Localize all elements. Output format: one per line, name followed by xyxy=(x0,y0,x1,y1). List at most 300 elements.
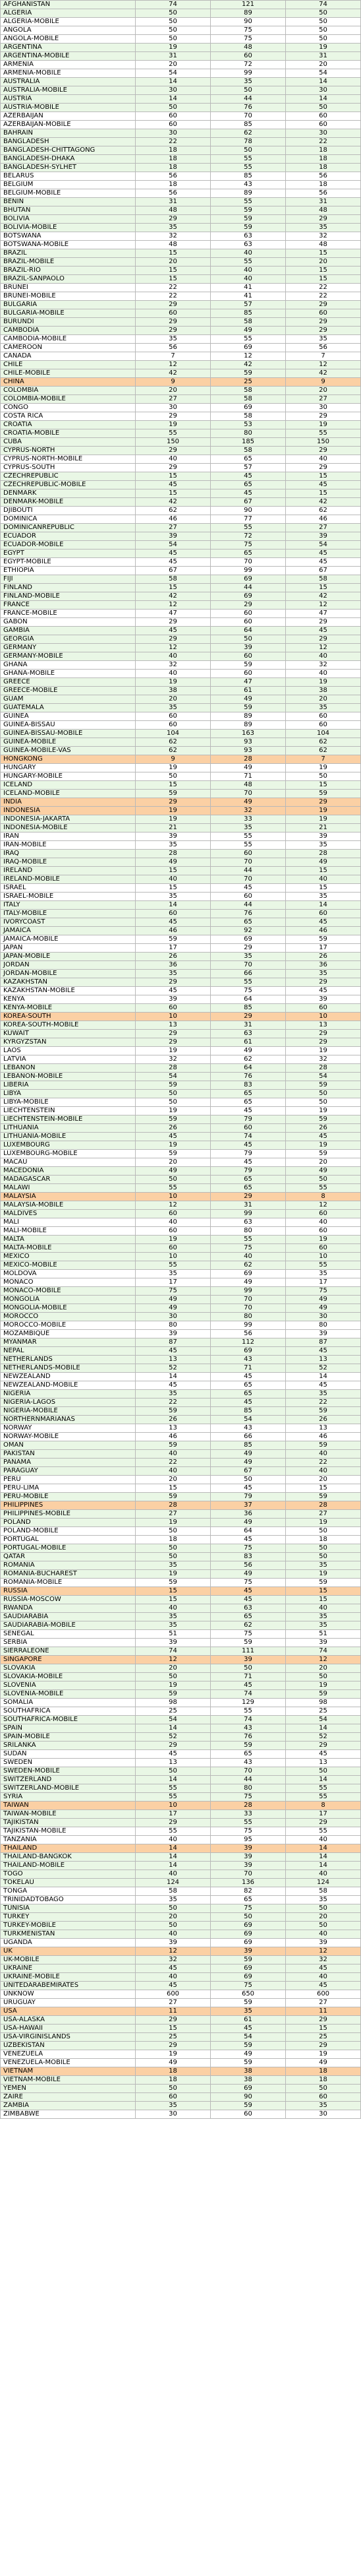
country-cell: POLAND-MOBILE xyxy=(1,1527,136,1536)
rate-cell-3: 12 xyxy=(286,1201,361,1210)
country-cell: BANGLADESH-DHAKA xyxy=(1,155,136,164)
rate-cell-1: 98 xyxy=(136,1699,211,1707)
country-cell: NETHERLANDS-MOBILE xyxy=(1,1364,136,1373)
country-cell: GUAM xyxy=(1,695,136,704)
country-cell: PHILIPPINES-MOBILE xyxy=(1,1510,136,1519)
table-row xyxy=(1,550,361,558)
country-cell: COSTA RICA xyxy=(1,412,136,421)
rate-cell-2: 29 xyxy=(211,944,286,953)
table-row xyxy=(1,2042,361,2050)
rate-cell-1: 19 xyxy=(136,1681,211,1690)
rate-cell-2: 57 xyxy=(211,301,286,309)
rate-cell-2: 28 xyxy=(211,1802,286,1810)
rate-cell-2: 39 xyxy=(211,1947,286,1956)
country-cell: ITALY-MOBILE xyxy=(1,910,136,918)
country-cell: HONGKONG xyxy=(1,755,136,764)
rate-cell-1: 10 xyxy=(136,1013,211,1021)
table-row xyxy=(1,927,361,935)
rate-cell-3: 87 xyxy=(286,1338,361,1347)
rate-cell-3: 26 xyxy=(286,1416,361,1424)
rate-cell-3: 15 xyxy=(286,884,361,893)
table-row xyxy=(1,910,361,918)
rate-cell-3: 40 xyxy=(286,455,361,464)
rate-cell-3: 59 xyxy=(286,1579,361,1587)
country-cell: TRINIDADTOBAGO xyxy=(1,1896,136,1904)
rate-cell-2: 54 xyxy=(211,2033,286,2042)
rate-cell-3: 29 xyxy=(286,1030,361,1038)
rate-cell-2: 37 xyxy=(211,1501,286,1510)
table-row xyxy=(1,918,361,927)
rate-cell-3: 14 xyxy=(286,901,361,910)
table-row xyxy=(1,2067,361,2076)
rate-cell-2: 49 xyxy=(211,695,286,704)
rate-cell-2: 29 xyxy=(211,1013,286,1021)
country-cell: TOGO xyxy=(1,1870,136,1879)
table-row xyxy=(1,1887,361,1896)
rate-cell-3: 8 xyxy=(286,1802,361,1810)
country-cell: SWITZERLAND-MOBILE xyxy=(1,1784,136,1793)
country-cell: AFGHANISTAN xyxy=(1,1,136,9)
rate-cell-2: 85 xyxy=(211,121,286,129)
table-row xyxy=(1,104,361,112)
table-row xyxy=(1,875,361,884)
rate-cell-3: 15 xyxy=(286,472,361,481)
rate-cell-2: 85 xyxy=(211,1407,286,1416)
rate-cell-3: 40 xyxy=(286,670,361,678)
rate-cell-2: 48 xyxy=(211,781,286,790)
rate-cell-2: 83 xyxy=(211,1553,286,1561)
table-row xyxy=(1,1844,361,1853)
country-cell: TAJIKISTAN-MOBILE xyxy=(1,1827,136,1836)
rate-cell-2: 60 xyxy=(211,2110,286,2119)
table-row xyxy=(1,730,361,738)
rate-cell-3: 56 xyxy=(286,172,361,181)
rate-cell-2: 89 xyxy=(211,712,286,721)
rate-cell-1: 42 xyxy=(136,498,211,507)
rate-cell-3: 58 xyxy=(286,1887,361,1896)
rate-cell-3: 50 xyxy=(286,2085,361,2093)
rate-cell-2: 32 xyxy=(211,807,286,815)
rate-cell-3: 60 xyxy=(286,2093,361,2102)
rate-cell-1: 19 xyxy=(136,1107,211,1115)
rate-cell-1: 59 xyxy=(136,1407,211,1416)
rate-cell-3: 30 xyxy=(286,86,361,95)
table-row xyxy=(1,1261,361,1270)
rate-cell-1: 15 xyxy=(136,867,211,875)
country-cell: AUSTRIA xyxy=(1,95,136,104)
country-cell: ECUADOR-MOBILE xyxy=(1,541,136,550)
table-row xyxy=(1,447,361,455)
rate-cell-3: 13 xyxy=(286,1424,361,1433)
rate-cell-2: 69 xyxy=(211,1922,286,1930)
country-cell: ALGERIA-MOBILE xyxy=(1,18,136,26)
rate-cell-2: 59 xyxy=(211,1742,286,1750)
country-cell: GAMBIA xyxy=(1,627,136,635)
rate-cell-2: 61 xyxy=(211,687,286,695)
table-row xyxy=(1,1939,361,1947)
rate-cell-1: 17 xyxy=(136,1810,211,1819)
country-cell: DOMINICA xyxy=(1,515,136,524)
table-row xyxy=(1,95,361,104)
country-cell: FRANCE xyxy=(1,601,136,610)
rate-cell-3: 45 xyxy=(286,1964,361,1973)
rate-cell-2: 62 xyxy=(211,1055,286,1064)
rate-cell-3: 35 xyxy=(286,841,361,850)
country-cell: UK-MOBILE xyxy=(1,1956,136,1964)
rate-cell-3: 19 xyxy=(286,1107,361,1115)
rate-cell-2: 93 xyxy=(211,738,286,747)
rate-cell-1: 15 xyxy=(136,584,211,592)
table-row xyxy=(1,584,361,592)
rate-cell-2: 45 xyxy=(211,1141,286,1150)
rate-cell-3: 30 xyxy=(286,404,361,412)
rate-cell-3: 30 xyxy=(286,2110,361,2119)
rate-cell-2: 65 xyxy=(211,550,286,558)
country-cell: BHUTAN xyxy=(1,206,136,215)
table-row xyxy=(1,26,361,35)
country-cell: BRUNEI-MOBILE xyxy=(1,292,136,301)
table-row xyxy=(1,1716,361,1724)
rate-cell-1: 25 xyxy=(136,1707,211,1716)
rate-cell-1: 54 xyxy=(136,541,211,550)
rate-cell-3: 75 xyxy=(286,1287,361,1296)
rate-cell-3: 39 xyxy=(286,832,361,841)
table-row xyxy=(1,1639,361,1647)
rate-cell-1: 19 xyxy=(136,421,211,429)
rate-cell-2: 42 xyxy=(211,361,286,369)
table-row xyxy=(1,1613,361,1621)
rate-cell-2: 55 xyxy=(211,198,286,206)
rate-cell-3: 40 xyxy=(286,1870,361,1879)
rate-cell-2: 67 xyxy=(211,498,286,507)
country-cell: MEXICO xyxy=(1,1253,136,1261)
rate-cell-1: 62 xyxy=(136,738,211,747)
rate-cell-1: 50 xyxy=(136,1673,211,1681)
table-row xyxy=(1,1630,361,1639)
country-cell: GERMANY xyxy=(1,644,136,652)
rate-cell-2: 59 xyxy=(211,1639,286,1647)
rate-cell-2: 44 xyxy=(211,95,286,104)
rate-cell-1: 60 xyxy=(136,721,211,730)
rate-cell-1: 19 xyxy=(136,1236,211,1244)
country-cell: MOLDOVA xyxy=(1,1270,136,1278)
table-row xyxy=(1,575,361,584)
rate-cell-1: 60 xyxy=(136,2093,211,2102)
rate-cell-3: 19 xyxy=(286,1681,361,1690)
rate-cell-2: 85 xyxy=(211,172,286,181)
country-cell: CROATIA xyxy=(1,421,136,429)
table-row xyxy=(1,455,361,464)
table-row xyxy=(1,301,361,309)
table-row xyxy=(1,18,361,26)
country-cell: BANGLADESH-CHITTAGONG xyxy=(1,146,136,155)
country-cell: SOUTHAFRICA-MOBILE xyxy=(1,1716,136,1724)
country-cell: LUXEMBOURG-MOBILE xyxy=(1,1150,136,1158)
rate-cell-2: 45 xyxy=(211,1398,286,1407)
country-cell: PORTUGAL-MOBILE xyxy=(1,1544,136,1553)
rate-cell-1: 18 xyxy=(136,181,211,189)
country-cell: ARGENTINA-MOBILE xyxy=(1,52,136,61)
rate-cell-1: 59 xyxy=(136,1493,211,1501)
table-row xyxy=(1,1064,361,1073)
rate-cell-3: 29 xyxy=(286,447,361,455)
country-cell: NEWZEALAND-MOBILE xyxy=(1,1381,136,1390)
country-cell: UZBEKISTAN xyxy=(1,2042,136,2050)
table-row xyxy=(1,1922,361,1930)
rate-cell-3: 15 xyxy=(286,1596,361,1604)
table-row xyxy=(1,687,361,695)
rate-cell-2: 69 xyxy=(211,1973,286,1982)
rate-cell-2: 60 xyxy=(211,610,286,618)
rate-cell-2: 56 xyxy=(211,1561,286,1570)
rate-cell-2: 63 xyxy=(211,1604,286,1613)
country-cell: RUSSIA-MOSCOW xyxy=(1,1596,136,1604)
rate-cell-3: 46 xyxy=(286,1433,361,1441)
rate-cell-1: 60 xyxy=(136,910,211,918)
rate-cell-2: 41 xyxy=(211,284,286,292)
table-row xyxy=(1,1176,361,1184)
rate-cell-3: 55 xyxy=(286,1793,361,1802)
table-row xyxy=(1,618,361,627)
rate-cell-3: 50 xyxy=(286,1767,361,1776)
table-row xyxy=(1,1450,361,1459)
country-cell: MALAWI xyxy=(1,1184,136,1193)
table-row xyxy=(1,1356,361,1364)
rate-cell-1: 28 xyxy=(136,850,211,858)
rate-cell-3: 26 xyxy=(286,1124,361,1133)
rate-cell-1: 29 xyxy=(136,1819,211,1827)
country-cell: DENMARK-MOBILE xyxy=(1,498,136,507)
rate-cell-2: 70 xyxy=(211,1304,286,1313)
rate-cell-1: 50 xyxy=(136,2085,211,2093)
rate-cell-2: 45 xyxy=(211,1681,286,1690)
rate-cell-1: 29 xyxy=(136,301,211,309)
rate-cell-1: 14 xyxy=(136,1776,211,1784)
rate-cell-3: 39 xyxy=(286,1939,361,1947)
rate-cell-1: 29 xyxy=(136,635,211,644)
rate-cell-3: 17 xyxy=(286,944,361,953)
rate-cell-1: 55 xyxy=(136,1827,211,1836)
rate-cell-1: 20 xyxy=(136,1664,211,1673)
rate-cell-1: 9 xyxy=(136,378,211,387)
country-cell: VENEZUELA-MOBILE xyxy=(1,2059,136,2067)
rate-cell-2: 43 xyxy=(211,181,286,189)
rate-cell-1: 40 xyxy=(136,1467,211,1476)
rate-cell-1: 20 xyxy=(136,1476,211,1484)
rate-cell-2: 64 xyxy=(211,627,286,635)
rate-cell-3: 35 xyxy=(286,1270,361,1278)
rate-cell-3: 600 xyxy=(286,1990,361,1999)
country-cell: NEWZEALAND xyxy=(1,1373,136,1381)
rate-cell-2: 58 xyxy=(211,387,286,395)
rate-cell-1: 50 xyxy=(136,1176,211,1184)
country-cell: SWEDEN xyxy=(1,1759,136,1767)
table-row xyxy=(1,1570,361,1579)
country-cell: THAILAND-MOBILE xyxy=(1,1862,136,1870)
table-row xyxy=(1,1484,361,1493)
rate-cell-3: 10 xyxy=(286,1253,361,1261)
rate-cell-2: 49 xyxy=(211,1459,286,1467)
rate-cell-2: 74 xyxy=(211,1133,286,1141)
rate-cell-2: 69 xyxy=(211,1939,286,1947)
rate-cell-1: 150 xyxy=(136,438,211,447)
country-cell: KOREA-SOUTH xyxy=(1,1013,136,1021)
table-row xyxy=(1,772,361,781)
rate-cell-3: 39 xyxy=(286,1330,361,1338)
rate-cell-1: 28 xyxy=(136,1501,211,1510)
rate-cell-3: 14 xyxy=(286,1862,361,1870)
country-cell: CZECHREPUBLIC xyxy=(1,472,136,481)
rate-cell-2: 79 xyxy=(211,1115,286,1124)
country-cell: UK xyxy=(1,1947,136,1956)
country-cell: CZECHREPUBLIC-MOBILE xyxy=(1,481,136,489)
country-cell: ETHIOPIA xyxy=(1,567,136,575)
rate-cell-3: 45 xyxy=(286,918,361,927)
rate-cell-3: 42 xyxy=(286,592,361,601)
rate-cell-3: 26 xyxy=(286,953,361,961)
table-row xyxy=(1,1553,361,1561)
rate-cell-3: 50 xyxy=(286,1673,361,1681)
rate-cell-3: 27 xyxy=(286,1510,361,1519)
table-row xyxy=(1,9,361,18)
rate-cell-2: 69 xyxy=(211,2085,286,2093)
rate-cell-2: 72 xyxy=(211,61,286,69)
rate-cell-1: 58 xyxy=(136,1887,211,1896)
rate-cell-2: 65 xyxy=(211,1176,286,1184)
rate-cell-3: 35 xyxy=(286,1896,361,1904)
rate-cell-1: 62 xyxy=(136,747,211,755)
table-row xyxy=(1,1073,361,1081)
rate-cell-3: 58 xyxy=(286,575,361,584)
rate-cell-1: 15 xyxy=(136,1484,211,1493)
country-cell: SUDAN xyxy=(1,1750,136,1759)
rate-cell-2: 35 xyxy=(211,824,286,832)
rate-cell-2: 38 xyxy=(211,2067,286,2076)
table-row xyxy=(1,1193,361,1201)
country-cell: CROATIA-MOBILE xyxy=(1,429,136,438)
country-cell: BOLIVIA xyxy=(1,215,136,224)
rate-cell-2: 74 xyxy=(211,1690,286,1699)
rate-cell-3: 55 xyxy=(286,1184,361,1193)
rate-cell-3: 29 xyxy=(286,2042,361,2050)
table-row xyxy=(1,1896,361,1904)
rate-cell-3: 22 xyxy=(286,1459,361,1467)
country-cell: JAMAICA xyxy=(1,927,136,935)
country-cell: USA-VIRGINISLANDS xyxy=(1,2033,136,2042)
rate-cell-3: 12 xyxy=(286,644,361,652)
rate-cell-3: 13 xyxy=(286,1356,361,1364)
rate-cell-3: 124 xyxy=(286,1879,361,1887)
country-cell: ZAMBIA xyxy=(1,2102,136,2110)
rate-cell-2: 58 xyxy=(211,412,286,421)
rate-cell-1: 45 xyxy=(136,481,211,489)
rate-cell-1: 15 xyxy=(136,781,211,790)
rate-cell-2: 59 xyxy=(211,704,286,712)
rate-cell-2: 55 xyxy=(211,524,286,532)
rate-cell-2: 28 xyxy=(211,755,286,764)
rate-cell-2: 54 xyxy=(211,1416,286,1424)
table-row xyxy=(1,1810,361,1819)
rate-cell-1: 22 xyxy=(136,292,211,301)
table-row xyxy=(1,1,361,9)
rate-cell-2: 56 xyxy=(211,1330,286,1338)
rate-cell-3: 14 xyxy=(286,1373,361,1381)
country-cell: PERU-MOBILE xyxy=(1,1493,136,1501)
rate-cell-1: 15 xyxy=(136,1587,211,1596)
rate-cell-3: 29 xyxy=(286,618,361,627)
rate-cell-1: 45 xyxy=(136,1347,211,1356)
rate-cell-1: 56 xyxy=(136,189,211,198)
rate-cell-3: 27 xyxy=(286,1999,361,2007)
table-row xyxy=(1,515,361,524)
country-cell: AUSTRIA-MOBILE xyxy=(1,104,136,112)
country-cell: MONGOLIA-MOBILE xyxy=(1,1304,136,1313)
rate-cell-1: 35 xyxy=(136,2102,211,2110)
rate-cell-3: 60 xyxy=(286,910,361,918)
table-row xyxy=(1,1270,361,1278)
country-cell: MYANMAR xyxy=(1,1338,136,1347)
rate-cell-2: 60 xyxy=(211,893,286,901)
rate-cell-2: 79 xyxy=(211,1150,286,1158)
country-cell: MACEDONIA xyxy=(1,1167,136,1176)
table-row xyxy=(1,387,361,395)
rate-cell-2: 89 xyxy=(211,189,286,198)
table-row xyxy=(1,1398,361,1407)
rate-cell-3: 35 xyxy=(286,970,361,978)
table-row xyxy=(1,1493,361,1501)
rate-cell-2: 64 xyxy=(211,1527,286,1536)
country-cell: FRANCE-MOBILE xyxy=(1,610,136,618)
country-cell: PERU-LIMA xyxy=(1,1484,136,1493)
table-row xyxy=(1,352,361,361)
table-row xyxy=(1,712,361,721)
rate-cell-1: 29 xyxy=(136,978,211,987)
rate-cell-3: 18 xyxy=(286,155,361,164)
country-cell: IRAQ-MOBILE xyxy=(1,858,136,867)
rate-cell-3: 50 xyxy=(286,26,361,35)
rate-cell-1: 59 xyxy=(136,1081,211,1090)
rate-cell-1: 19 xyxy=(136,1570,211,1579)
country-cell: LIBERIA xyxy=(1,1081,136,1090)
country-cell: LIECHTENSTEIN-MOBILE xyxy=(1,1115,136,1124)
table-row xyxy=(1,661,361,670)
country-cell: BOTSWANA xyxy=(1,232,136,241)
table-row xyxy=(1,1879,361,1887)
rate-cell-2: 29 xyxy=(211,1193,286,1201)
rate-cell-2: 90 xyxy=(211,18,286,26)
table-row xyxy=(1,1347,361,1356)
rate-cell-1: 42 xyxy=(136,369,211,378)
rate-cell-1: 40 xyxy=(136,1450,211,1459)
rate-cell-1: 60 xyxy=(136,1210,211,1218)
country-cell: NORWAY-MOBILE xyxy=(1,1433,136,1441)
rate-cell-1: 45 xyxy=(136,918,211,927)
rate-cell-2: 59 xyxy=(211,206,286,215)
rate-cell-2: 60 xyxy=(211,670,286,678)
country-cell: ARMENIA xyxy=(1,61,136,69)
rate-cell-2: 40 xyxy=(211,1253,286,1261)
rate-cell-3: 14 xyxy=(286,1844,361,1853)
table-row xyxy=(1,1604,361,1613)
table-row xyxy=(1,1124,361,1133)
country-cell: EGYPT xyxy=(1,550,136,558)
country-cell: LIBYA-MOBILE xyxy=(1,1098,136,1107)
country-cell: INDONESIA xyxy=(1,807,136,815)
rate-cell-3: 59 xyxy=(286,1493,361,1501)
table-row xyxy=(1,532,361,541)
rate-cell-2: 45 xyxy=(211,2025,286,2033)
table-row xyxy=(1,1227,361,1236)
